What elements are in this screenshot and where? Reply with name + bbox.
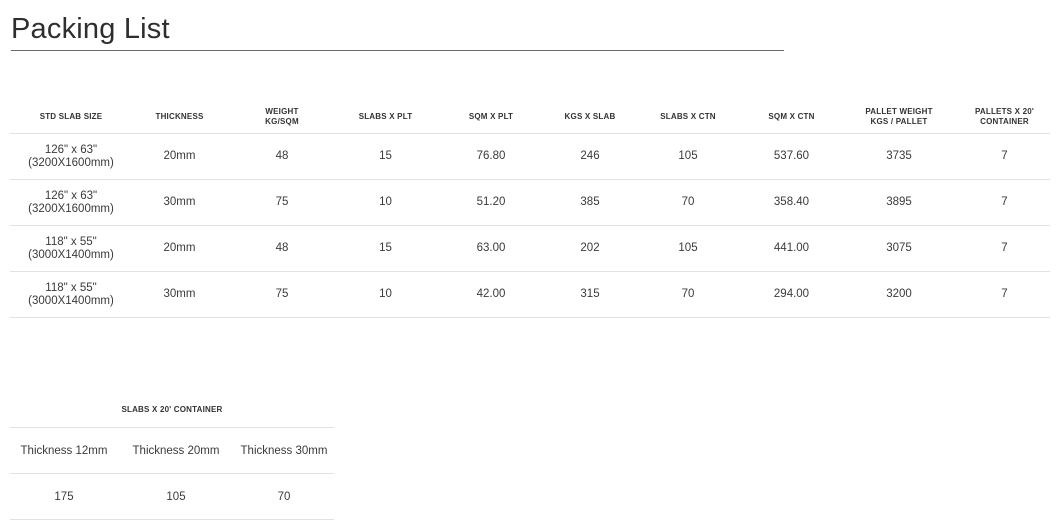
cell-pallet-weight: 3200 [839, 272, 959, 318]
cell-sqm-per-container: 537.60 [744, 134, 839, 180]
cell-sqm-per-container: 441.00 [744, 226, 839, 272]
table-row [10, 272, 1050, 318]
cell-slabs-per-pallet: 15 [337, 226, 434, 272]
cell-kgs-per-slab: 385 [548, 180, 632, 226]
cell-slabs-per-pallet: 10 [337, 180, 434, 226]
header-slabs-per-pallet: SLABS X PLT [337, 100, 434, 134]
cell-pallet-weight: 3735 [839, 134, 959, 180]
cell-thickness: 30mm [132, 272, 227, 318]
cell-kgs-per-slab: 315 [548, 272, 632, 318]
value-thickness-20mm: 105 [118, 474, 234, 520]
cell-sqm-per-pallet: 51.20 [434, 180, 548, 226]
cell-pallets-per-container: 7 [959, 134, 1050, 180]
page-title: Packing List [11, 13, 170, 45]
cell-thickness: 20mm [132, 226, 227, 272]
value-thickness-30mm: 70 [234, 474, 334, 520]
header-pallet-weight: PALLET WEIGHT KGS / PALLET [839, 100, 959, 134]
slabs-per-container-table [10, 427, 334, 520]
cell-weight: 48 [227, 226, 337, 272]
cell-thickness: 20mm [132, 134, 227, 180]
header-sqm-per-container: SQM X CTN [744, 100, 839, 134]
cell-weight: 75 [227, 272, 337, 318]
header-pallets-per-container: PALLETS X 20' CONTAINER [959, 100, 1050, 134]
cell-weight: 75 [227, 180, 337, 226]
cell-slab-size: 126" x 63" (3200X1600mm) [10, 180, 132, 226]
header-weight: WEIGHT KG/SQM [227, 100, 337, 134]
cell-slabs-per-pallet: 10 [337, 272, 434, 318]
cell-pallets-per-container: 7 [959, 180, 1050, 226]
header-thickness: THICKNESS [132, 100, 227, 134]
header-std-slab-size: STD SLAB SIZE [10, 100, 132, 134]
value-thickness-12mm: 175 [10, 474, 118, 520]
cell-thickness: 30mm [132, 180, 227, 226]
cell-weight: 48 [227, 134, 337, 180]
table-header-row [10, 100, 1050, 134]
cell-sqm-per-pallet: 42.00 [434, 272, 548, 318]
table-row [10, 180, 1050, 226]
cell-slabs-per-container: 70 [632, 272, 744, 318]
cell-sqm-per-container: 358.40 [744, 180, 839, 226]
table-row [10, 226, 1050, 272]
cell-slabs-per-container: 105 [632, 134, 744, 180]
cell-slab-size: 118" x 55" (3000X1400mm) [10, 272, 132, 318]
header-sqm-per-pallet: SQM X PLT [434, 100, 548, 134]
cell-slab-size: 118" x 55" (3000X1400mm) [10, 226, 132, 272]
cell-kgs-per-slab: 246 [548, 134, 632, 180]
header-thickness-30mm: Thickness 30mm [234, 428, 334, 474]
header-thickness-20mm: Thickness 20mm [118, 428, 234, 474]
cell-pallet-weight: 3075 [839, 226, 959, 272]
cell-sqm-per-pallet: 76.80 [434, 134, 548, 180]
packing-list-table [10, 100, 1050, 318]
cell-slab-size: 126" x 63" (3200X1600mm) [10, 134, 132, 180]
cell-slabs-per-container: 70 [632, 180, 744, 226]
cell-sqm-per-container: 294.00 [744, 272, 839, 318]
container-table-caption: SLABS X 20' CONTAINER [121, 405, 223, 414]
cell-pallets-per-container: 7 [959, 272, 1050, 318]
header-slabs-per-container: SLABS X CTN [632, 100, 744, 134]
cell-sqm-per-pallet: 63.00 [434, 226, 548, 272]
title-divider [11, 50, 784, 51]
container-table-value-row [10, 474, 334, 520]
cell-pallets-per-container: 7 [959, 226, 1050, 272]
cell-pallet-weight: 3895 [839, 180, 959, 226]
cell-slabs-per-pallet: 15 [337, 134, 434, 180]
cell-slabs-per-container: 105 [632, 226, 744, 272]
header-thickness-12mm: Thickness 12mm [10, 428, 118, 474]
table-row [10, 134, 1050, 180]
header-kgs-per-slab: KGS X SLAB [548, 100, 632, 134]
container-table-header-row [10, 428, 334, 474]
cell-kgs-per-slab: 202 [548, 226, 632, 272]
